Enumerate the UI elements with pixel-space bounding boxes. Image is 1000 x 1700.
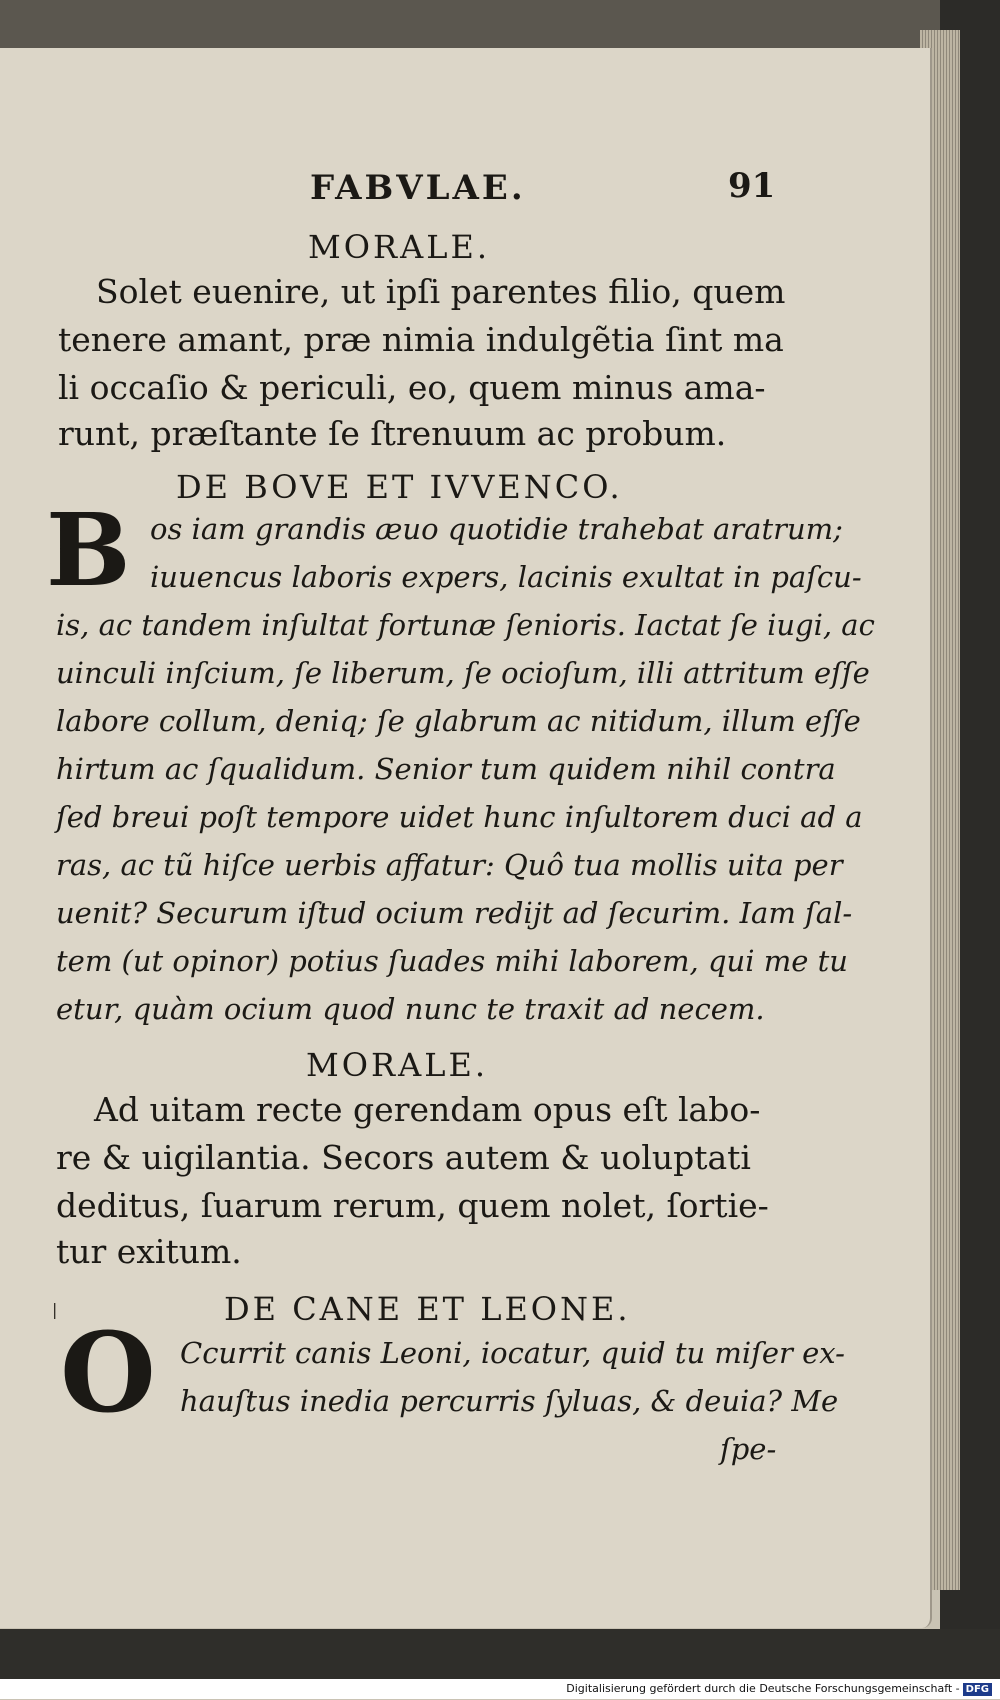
book-top-edge [0,0,1000,48]
fable-2-line: etur, quàm ocium quod nunc te traxit ad necem. [56,992,765,1026]
fable-title-cane-leone: DE CANE ET LEONE. [224,1290,631,1328]
moral-2-line: tur exitum. [56,1232,242,1271]
moral-heading-1: MORALE. [308,228,490,266]
margin-mark-icon: | [52,1300,58,1319]
fable-2-line: ras, ac tũ hiſce uerbis affatur: Quô tua mollis uita per [56,848,843,882]
moral-2-line: deditus, ſuarum rerum, quem nolet, ſortie- [56,1186,769,1225]
fable-2-line: os iam grandis æuo quotidie trahebat aratrum; [150,512,843,546]
credit-text: Digitalisierung gefördert durch die Deutsche Forschungsgemeinschaft - [566,1682,960,1695]
fable-2-line: is, ac tandem inſultat fortunæ ſenioris. Iactat ſe iugi, ac [56,608,875,642]
fable-2-line: labore collum, deniq; ſe glabrum ac nitidum, illum eſſe [56,704,861,738]
fable-2-line: uenit? Securum iſtud ocium redijt ad ſecurim. Iam ſal- [56,896,853,930]
dropcap-b: B [46,491,131,609]
fable-title-bove-iuvenco: DE BOVE ET IVVENCO. [176,468,623,506]
running-header-title: FABVLAE. [310,168,526,208]
dfg-logo: DFG [963,1683,992,1696]
moral-1-line: Solet euenire, ut ipſi parentes filio, quem [96,272,786,311]
catchword: ſpe- [720,1432,777,1466]
dropcap-o: O [60,1308,156,1437]
moral-2-line: Ad uitam recte gerendam opus eſt labo- [94,1090,761,1129]
page-number: 91 [728,166,776,206]
fable-3-line: Ccurrit canis Leoni, iocatur, quid tu miſer ex- [180,1336,845,1370]
moral-heading-2: MORALE. [306,1046,488,1084]
fable-2-line: tem (ut opinor) potius ſuades mihi laborem, qui me tu [56,944,848,978]
digitization-credit [0,1679,1000,1699]
moral-2-line: re & uigilantia. Secors autem & uoluptati [56,1138,751,1177]
fable-2-line: uinculi inſcium, ſe liberum, ſe ocioſum, illi attritum eſſe [56,656,870,690]
moral-1-line: li occaſio & periculi, eo, quem minus ama- [58,368,766,407]
fable-2-line: ſed breui poſt tempore uidet hunc inſultorem duci ad a [56,800,863,834]
moral-1-line: runt, præſtante ſe ſtrenuum ac probum. [58,414,727,453]
moral-1-line: tenere amant, præ nimia indulgẽtia ſint ma [58,320,784,359]
fable-2-line: iuuencus laboris expers, lacinis exultat in paſcu- [150,560,862,594]
fable-3-line: hauſtus inedia percurris ſyluas, & deuia? Me [180,1384,839,1418]
fable-2-line: hirtum ac ſqualidum. Senior tum quidem nihil contra [56,752,836,786]
